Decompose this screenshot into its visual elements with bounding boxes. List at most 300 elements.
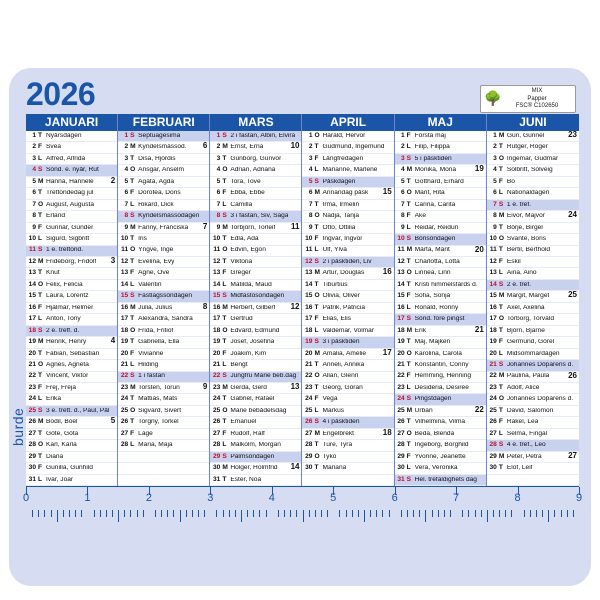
day-number: 9 <box>32 223 36 231</box>
weekday-letter: M <box>406 166 413 174</box>
weekday-letter: O <box>314 452 320 460</box>
weekday-letter: F <box>130 429 135 437</box>
day-number: 4 <box>216 166 221 174</box>
day-row <box>302 429 393 440</box>
ruler-tick <box>303 510 304 522</box>
name-day: 2 e. tref. <box>506 281 532 288</box>
day-number: 10 <box>397 235 405 242</box>
weekday-letter: F <box>38 143 43 151</box>
name-day: Anneli, Annika <box>322 361 365 368</box>
weekday-letter: O <box>38 280 44 288</box>
name-day: 1 e. tref. <box>506 201 532 208</box>
day-row <box>395 211 486 222</box>
day-row <box>118 406 209 417</box>
ruler-tick <box>137 510 138 517</box>
day-number: 25 <box>212 406 221 414</box>
week-number: 15 <box>382 187 392 197</box>
ruler-tick <box>155 510 156 517</box>
day-number: 18 <box>120 326 129 334</box>
name-day: Elias, Elis <box>322 316 352 323</box>
day-number: 14 <box>120 280 129 288</box>
name-day: Vilhelmina, Vilma <box>414 419 465 426</box>
month-days <box>395 131 486 486</box>
day-row <box>302 257 393 268</box>
weekday-letter: T <box>38 189 43 197</box>
day-number: 23 <box>305 383 313 391</box>
name-day: Eivor, Majvor <box>506 213 545 220</box>
weekday-letter: L <box>38 395 43 403</box>
day-row <box>395 246 486 257</box>
day-number: 20 <box>489 349 497 357</box>
ruler-tick <box>186 510 187 517</box>
day-row <box>26 257 117 268</box>
day-number: 27 <box>28 429 36 437</box>
weekday-letter: T <box>498 143 503 151</box>
name-day: Tiburtius <box>322 281 348 288</box>
day-number: 22 <box>28 372 36 380</box>
day-number: 25 <box>28 406 36 414</box>
weekday-letter: F <box>406 212 411 220</box>
name-day: Hel. trefaldighets dag <box>414 476 477 483</box>
name-day: Hilding <box>138 361 159 368</box>
weekday-letter: M <box>406 326 413 334</box>
name-day: Herbert, Gilbert <box>230 304 276 311</box>
weekday-letter: F <box>222 349 227 357</box>
day-number: 28 <box>120 441 129 449</box>
month-header: MAJ <box>395 114 486 131</box>
name-day: Holger, Holmfrid <box>230 465 278 472</box>
weekday-letter: T <box>38 372 43 380</box>
day-number: 26 <box>305 418 313 426</box>
weekday-letter: O <box>222 406 228 414</box>
month-column <box>302 114 394 486</box>
month-days <box>26 131 117 486</box>
day-row <box>210 223 301 234</box>
day-number: 31 <box>212 475 221 483</box>
weekday-letter: F <box>38 383 43 391</box>
name-day: Artur, Douglas <box>322 270 365 277</box>
day-row <box>26 360 117 371</box>
day-row <box>118 188 209 199</box>
ruler-tick <box>468 510 469 517</box>
ruler-tick <box>450 510 451 517</box>
day-row <box>487 246 579 257</box>
name-day: Bodil, Boel <box>46 419 78 426</box>
day-row <box>210 234 301 245</box>
name-day: Patrik, Patricia <box>322 304 365 311</box>
weekday-letter: L <box>38 475 43 483</box>
day-row <box>26 349 117 360</box>
name-day: Gunilla, Gunhild <box>46 465 93 472</box>
weekday-letter: M <box>314 269 320 277</box>
weekday-letter: L <box>406 223 411 231</box>
week-number: 20 <box>474 244 484 254</box>
ruler-tick <box>180 510 181 522</box>
day-row <box>210 200 301 211</box>
day-number: 16 <box>489 303 497 311</box>
day-number: 8 <box>400 212 405 220</box>
day-number: 24 <box>397 395 405 403</box>
weekday-letter: F <box>498 257 503 265</box>
day-row <box>302 406 393 417</box>
week-number: 7 <box>202 221 208 231</box>
day-row <box>487 200 579 211</box>
day-row <box>118 177 209 188</box>
weekday-letter: O <box>314 131 320 139</box>
day-row <box>302 337 393 348</box>
name-day: Gun, Gunnel <box>506 132 545 139</box>
day-row <box>302 463 393 474</box>
name-day: Viktoria <box>230 258 253 265</box>
day-number: 6 <box>216 189 221 197</box>
day-row <box>26 337 117 348</box>
day-row <box>395 337 486 348</box>
name-day: Josef, Josefina <box>230 339 275 346</box>
day-number: 6 <box>493 189 497 197</box>
day-number: 24 <box>305 395 313 403</box>
name-day: 2 i fastan, Albin, Elvira <box>230 132 296 139</box>
day-number: 7 <box>124 200 129 208</box>
day-number: 13 <box>489 269 497 277</box>
ruler-tick <box>561 510 562 517</box>
day-number: 22 <box>397 372 405 380</box>
day-number: 30 <box>305 464 313 472</box>
day-row <box>210 463 301 474</box>
week-number: 22 <box>474 404 484 414</box>
weekday-letter: O <box>314 212 320 220</box>
month-days <box>302 131 393 486</box>
day-row <box>118 223 209 234</box>
ruler-tick <box>38 510 39 517</box>
day-number: 10 <box>120 235 129 242</box>
name-day: Ansgar, Anselm <box>138 167 184 174</box>
week-number: 8 <box>202 301 208 311</box>
day-row <box>487 142 579 153</box>
ruler-tick <box>247 510 248 517</box>
name-day: Septuagesima <box>138 132 181 139</box>
weekday-letter: O <box>222 166 228 174</box>
ruler-tick <box>253 510 254 517</box>
weekday-letter: O <box>498 154 504 162</box>
day-number: 13 <box>212 269 221 277</box>
day-number: 18 <box>489 326 497 334</box>
day-row <box>302 326 393 337</box>
weekday-letter: T <box>314 200 319 208</box>
name-day: Edla, Ada <box>230 236 259 242</box>
name-day: Harald, Hervor <box>322 132 366 139</box>
day-row <box>302 291 393 302</box>
name-day: Åke <box>414 213 427 220</box>
ruler-tick <box>499 510 500 517</box>
week-number: 27 <box>568 450 577 460</box>
day-number: 8 <box>124 212 129 220</box>
day-number: 20 <box>28 349 36 357</box>
fsc-label <box>480 85 576 113</box>
day-row <box>118 314 209 325</box>
weekday-letter: S <box>222 212 227 220</box>
day-row <box>395 372 486 383</box>
day-number: 27 <box>212 429 221 437</box>
ruler-tick <box>432 510 433 517</box>
day-number: 30 <box>28 464 36 472</box>
day-number: 2 <box>493 143 497 151</box>
week-number: 4 <box>110 336 116 346</box>
name-day: Irma, Irmelin <box>322 201 360 208</box>
name-day: Pingstdagen <box>414 396 452 403</box>
day-number: 7 <box>400 200 405 208</box>
name-day: Valdemar, Volmar <box>322 327 375 334</box>
day-row <box>487 383 579 394</box>
day-row <box>302 177 393 188</box>
day-row <box>26 394 117 405</box>
day-number: 24 <box>28 395 36 403</box>
ruler-tick <box>346 510 347 517</box>
name-day: Börje, Birger <box>506 224 544 231</box>
weekday-letter: T <box>498 326 503 334</box>
day-number: 9 <box>124 223 129 231</box>
name-day: Rikard, Dick <box>138 201 174 208</box>
day-row <box>26 211 117 222</box>
week-number: 11 <box>291 221 300 231</box>
name-day: Adrian, Adriana <box>230 167 276 174</box>
day-number: 24 <box>489 395 497 403</box>
day-number: 23 <box>120 383 129 391</box>
ruler-number: 4 <box>268 492 275 504</box>
ruler-tick <box>475 510 476 517</box>
day-row <box>395 394 486 405</box>
day-number: 4 <box>493 166 497 174</box>
day-number: 27 <box>305 429 313 437</box>
day-number: 14 <box>397 280 405 288</box>
calendar-year: 2026 <box>26 76 96 112</box>
day-number: 11 <box>489 246 497 254</box>
name-day: Sönd. före pingst <box>414 316 465 323</box>
name-day: Disa, Hjördis <box>138 155 176 162</box>
name-day: Märta, Märit <box>414 247 450 254</box>
day-row <box>210 177 301 188</box>
ruler-tick <box>309 510 310 517</box>
name-day: Sofia, Sonja <box>414 293 451 300</box>
day-row <box>118 131 209 142</box>
name-day: Ernst, Erna <box>230 144 264 151</box>
day-number: 26 <box>120 418 129 426</box>
weekday-letter: T <box>130 177 135 185</box>
day-row <box>302 234 393 245</box>
weekday-letter: F <box>130 349 135 357</box>
day-row <box>302 475 393 486</box>
ruler-tick <box>94 510 95 517</box>
day-row <box>26 303 117 314</box>
weekday-letter: S <box>498 280 504 288</box>
name-day: Ingemar, Gudmar <box>506 155 559 162</box>
name-day: Annandag påsk <box>322 190 369 197</box>
weekday-letter: L <box>314 166 319 174</box>
ruler-tick <box>327 510 328 517</box>
day-row <box>302 142 393 153</box>
weekday-letter: F <box>314 235 319 242</box>
day-number: 7 <box>493 200 497 208</box>
day-number: 7 <box>216 200 221 208</box>
name-day: Fastlagssöndagen <box>138 293 193 300</box>
ruler-tick <box>259 510 260 517</box>
weekday-letter: T <box>406 200 411 208</box>
day-row <box>26 291 117 302</box>
day-row <box>210 417 301 428</box>
day-row <box>210 154 301 165</box>
day-row <box>302 383 393 394</box>
day-number: 6 <box>400 189 405 197</box>
name-day: 3 i fastan, Siv, Saga <box>230 213 289 220</box>
day-number: 25 <box>489 406 497 414</box>
day-row <box>210 211 301 222</box>
ruler-tick <box>554 510 555 517</box>
weekday-letter: L <box>38 235 43 242</box>
day-row <box>210 268 301 279</box>
name-day: Frej, Freja <box>46 384 77 391</box>
day-row <box>395 234 486 245</box>
name-day: Evelina, Evy <box>138 258 175 265</box>
ruler-number: 9 <box>575 492 583 504</box>
day-row <box>26 475 117 486</box>
day-row <box>395 291 486 302</box>
weekday-letter: T <box>498 303 503 311</box>
weekday-letter: L <box>130 360 135 368</box>
name-day: Alfred, Alfrida <box>46 155 86 162</box>
weekday-letter: S <box>314 257 319 265</box>
day-number: 24 <box>212 395 221 403</box>
weekday-letter: T <box>38 349 43 357</box>
day-row <box>487 177 579 188</box>
name-day: Malkolm, Morgan <box>230 442 281 449</box>
day-row <box>487 440 579 451</box>
day-row <box>118 440 209 451</box>
ruler-tick <box>364 510 365 522</box>
day-number: 19 <box>28 338 36 346</box>
day-row <box>210 142 301 153</box>
name-day: 4 e. tref., Leo <box>506 442 546 449</box>
name-day: Greger <box>230 270 251 277</box>
weekday-letter: T <box>130 395 135 403</box>
name-day: Monika, Mona <box>414 167 457 174</box>
day-number: 21 <box>489 360 497 368</box>
day-number: 15 <box>212 292 221 300</box>
day-row <box>395 326 486 337</box>
ruler-tick <box>235 510 236 517</box>
name-day: Erik <box>414 327 427 334</box>
weekday-letter: S <box>130 292 135 300</box>
day-number: 31 <box>28 475 36 483</box>
weekday-letter: S <box>222 372 227 380</box>
day-number: 28 <box>397 441 405 449</box>
day-number: 3 <box>32 154 36 162</box>
day-number: 26 <box>28 418 36 426</box>
weekday-letter: L <box>406 143 411 151</box>
day-row <box>118 257 209 268</box>
ruler-tick <box>198 510 199 517</box>
name-day: Bertil, Berthold <box>506 247 551 254</box>
day-number: 28 <box>489 441 497 449</box>
ruler-tick <box>106 510 107 517</box>
ruler-tick <box>75 510 76 517</box>
name-day: Rutger, Roger <box>506 144 548 151</box>
month-header: MARS <box>210 114 301 131</box>
day-number: 21 <box>212 360 221 368</box>
name-day: Svante, Boris <box>506 236 547 242</box>
day-number: 9 <box>400 223 405 231</box>
ruler-tick <box>278 510 279 517</box>
day-number: 16 <box>212 303 221 311</box>
day-number: 1 <box>32 131 36 139</box>
name-day: Frideborg, Fridolf <box>46 258 97 265</box>
day-number: 18 <box>212 326 221 334</box>
day-row <box>487 360 579 371</box>
weekday-letter: M <box>38 177 44 185</box>
name-day: Kristi himmelsfärds d. <box>414 281 478 288</box>
day-row <box>395 188 486 199</box>
weekday-letter: O <box>130 246 136 254</box>
day-row <box>487 349 579 360</box>
day-row <box>210 440 301 451</box>
day-number: 23 <box>397 383 405 391</box>
day-row <box>118 372 209 383</box>
name-day: Gabriel, Rafael <box>230 396 275 403</box>
month-days <box>487 131 579 486</box>
day-row <box>487 223 579 234</box>
day-number: 7 <box>32 200 36 208</box>
name-day: Desideria, Desirée <box>414 384 469 391</box>
weekday-letter: M <box>130 303 136 311</box>
name-day: Torbjörn, Torleif <box>230 224 276 231</box>
name-day: Urban <box>414 407 433 414</box>
weekday-letter: T <box>498 383 503 391</box>
name-day: Mattias, Mats <box>138 396 178 403</box>
day-number: 28 <box>212 441 221 449</box>
day-row <box>395 417 486 428</box>
name-day: Camilla <box>230 201 253 208</box>
weekday-letter: T <box>498 406 503 414</box>
month-days <box>118 131 209 486</box>
name-day: Edvard, Edmund <box>230 327 280 334</box>
day-row <box>118 394 209 405</box>
day-row <box>210 360 301 371</box>
ruler-tick <box>69 510 70 517</box>
ruler-tick <box>57 510 58 522</box>
day-number: 2 <box>216 143 221 151</box>
weekday-letter: T <box>406 338 411 346</box>
day-number: 3 <box>308 154 313 162</box>
day-number: 22 <box>120 372 129 380</box>
day-row <box>118 303 209 314</box>
ruler-tick <box>321 510 322 517</box>
weekday-letter: M <box>314 349 320 357</box>
name-day: Nyårsdagen <box>46 132 82 139</box>
weekday-letter: M <box>222 383 228 391</box>
weekday-letter: L <box>222 280 227 288</box>
day-row <box>210 475 301 486</box>
ruler-tick <box>548 510 549 522</box>
weekday-letter: S <box>406 315 412 323</box>
weekday-letter: T <box>222 418 227 426</box>
day-row <box>487 234 579 245</box>
name-day: Markus <box>322 407 345 414</box>
day-row <box>395 177 486 188</box>
weekday-letter: O <box>130 166 136 174</box>
day-row <box>210 394 301 405</box>
day-row <box>118 280 209 291</box>
day-number: 29 <box>305 452 313 460</box>
day-number: 30 <box>212 464 221 472</box>
day-row <box>26 406 117 417</box>
